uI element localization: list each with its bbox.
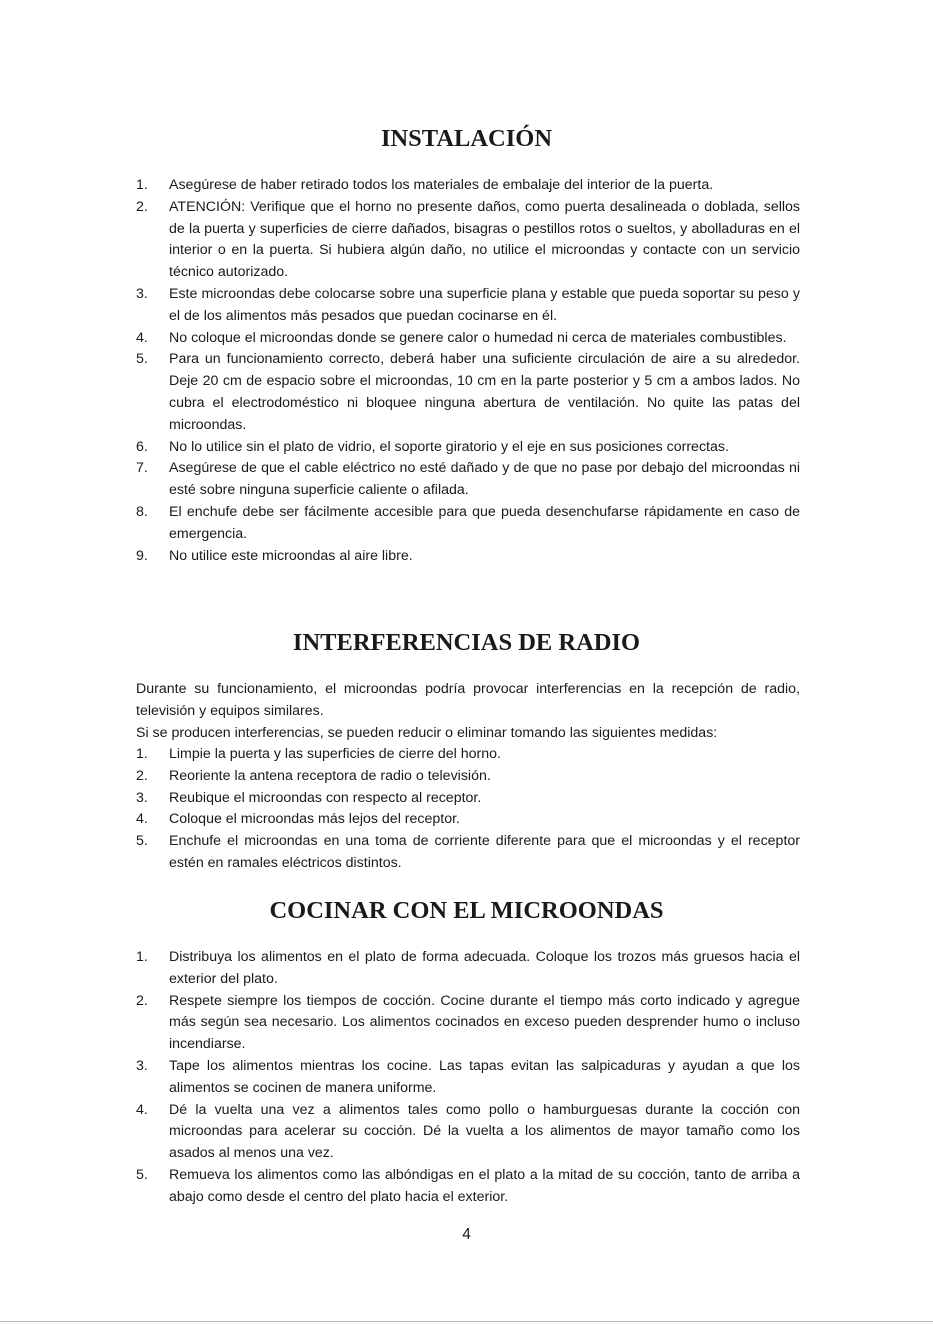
list-item-number: 8. bbox=[136, 503, 148, 520]
list-item-number: 2. bbox=[136, 198, 148, 215]
list-item-number: 4. bbox=[136, 1101, 148, 1118]
list-item bbox=[136, 502, 800, 546]
section-title-installation: INSTALACIÓN bbox=[380, 125, 553, 152]
list-item-text: Coloque el microondas más lejos del receptor. bbox=[169, 811, 460, 828]
list-item-text: No lo utilice sin el plato de vidrio, el soporte giratorio y el eje en sus posiciones correctas. bbox=[169, 438, 729, 455]
list-item-text: Limpie la puerta y las superficies de cierre del horno. bbox=[169, 746, 501, 762]
list-item-text: Reoriente la antena receptora de radio o televisión. bbox=[169, 767, 491, 784]
list-item-number: 1. bbox=[136, 949, 148, 965]
list-item-number: 3. bbox=[136, 1057, 148, 1074]
list-item-text: Este microondas debe colocarse sobre una superficie plana y estable que pueda soportar su peso y el de los alimentos más pesados que puedan cocinarse en él. bbox=[169, 285, 800, 324]
list-item bbox=[136, 328, 800, 350]
list-item-text: No coloque el microondas donde se genere calor o humedad ni cerca de materiales combustibles. bbox=[169, 329, 787, 346]
list-item-number: 4. bbox=[136, 329, 148, 346]
list-item bbox=[136, 1100, 800, 1165]
list-item-number: 5. bbox=[136, 1166, 148, 1183]
list-item-number: 2. bbox=[136, 992, 148, 1009]
list-item bbox=[136, 546, 800, 568]
list-item-number: 5. bbox=[136, 833, 148, 850]
list-item-text: Distribuya los alimentos en el plato de forma adecuada. Coloque los trozos más gruesos hacia el exterior del plato. bbox=[169, 949, 800, 987]
list-item bbox=[136, 1165, 800, 1209]
section-title-cooking: COCINAR CON EL MICROONDAS bbox=[269, 897, 664, 924]
list-item-number: 7. bbox=[136, 460, 148, 477]
list-item bbox=[136, 991, 800, 1056]
list-item bbox=[136, 788, 800, 810]
section-title-radio-interference: INTERFERENCIAS DE RADIO bbox=[292, 629, 641, 656]
list-item-text: Para un funcionamiento correcto, deberá haber una suficiente circulación de aire a su alrededor. Deje 20 cm de espacio sobre el microondas, 10 cm en la parte posterior y 5 cm a ambos lados. No cubra el electrodoméstico ni bloquee ninguna abertura de ventilación. No quite las patas del microondas. bbox=[169, 351, 800, 433]
list-item-text: ATENCIÓN: Verifique que el horno no presente daños, como puerta desalineada o doblada, sellos de la puerta y superficies de cierre dañados, bisagras o pestillos rotos o sueltos, y abolladuras en el interior o en la puerta. Si hubiera algún daño, no utilice el microondas y contacte con un servicio técnico autorizado. bbox=[169, 198, 800, 281]
radio-intro-paragraph: Durante su funcionamiento, el microondas podría provocar interferencias en la recepción de radio, televisión y equipos similares. bbox=[136, 681, 800, 719]
list-item-number: 3. bbox=[136, 285, 148, 302]
list-item-text: No utilice este microondas al aire libre. bbox=[169, 547, 413, 564]
list-item-number: 1. bbox=[136, 746, 148, 762]
list-item bbox=[136, 349, 800, 436]
list-item bbox=[136, 175, 800, 197]
cooking-list bbox=[136, 947, 800, 1209]
list-item-number: 1. bbox=[136, 177, 148, 193]
list-item bbox=[136, 1056, 800, 1100]
list-item bbox=[136, 831, 800, 875]
list-item-text: Asegúrese de haber retirado todos los materiales de embalaje del interior de la puerta. bbox=[169, 177, 714, 193]
list-item bbox=[136, 809, 800, 831]
list-item-text: Respete siempre los tiempos de cocción. Cocine durante el tiempo más corto indicado y agregue más según sea necesario. Los alimentos cocinados en exceso pueden desprender humo o incluso incendiarse. bbox=[169, 992, 800, 1053]
list-item-text: Asegúrese de que el cable eléctrico no esté dañado y de que no pase por debajo del microondas ni esté sobre ninguna superficie caliente o afilada. bbox=[169, 460, 800, 499]
radio-interference-list bbox=[136, 744, 800, 875]
list-item-number: 4. bbox=[136, 811, 148, 828]
list-item-text: Enchufe el microondas en una toma de corriente diferente para que el microondas y el receptor estén en ramales eléctricos distintos. bbox=[169, 833, 800, 871]
bottom-rule bbox=[0, 1321, 933, 1322]
list-item-text: Reubique el microondas con respecto al receptor. bbox=[169, 789, 482, 806]
list-item-text: Remueva los alimentos como las albóndigas en el plato a la mitad de su cocción, tanto de arriba a abajo como desde el centro del plato hacia el exterior. bbox=[169, 1166, 800, 1205]
list-item bbox=[136, 744, 800, 766]
list-item bbox=[136, 437, 800, 459]
list-item-number: 3. bbox=[136, 789, 148, 806]
radio-intro-paragraph-2: Si se producen interferencias, se pueden reducir o eliminar tomando las siguientes medidas: bbox=[136, 724, 718, 741]
page-number: 4 bbox=[462, 1226, 471, 1243]
list-item bbox=[136, 458, 800, 502]
list-item bbox=[136, 766, 800, 788]
list-item-number: 6. bbox=[136, 438, 148, 455]
list-item-text: Dé la vuelta una vez a alimentos tales como pollo o hamburguesas durante la cocción con microondas para acelerar su cocción. Dé la vuelta a los alimentos de mayor tamaño como los asados al menos una vez. bbox=[169, 1101, 800, 1162]
list-item-number: 9. bbox=[136, 547, 148, 564]
list-item-number: 5. bbox=[136, 351, 148, 368]
list-item-number: 2. bbox=[136, 767, 148, 784]
list-item bbox=[136, 197, 800, 284]
list-item bbox=[136, 947, 800, 991]
installation-list bbox=[136, 175, 800, 567]
list-item bbox=[136, 284, 800, 328]
list-item-text: El enchufe debe ser fácilmente accesible para que pueda desenchufarse rápidamente en caso de emergencia. bbox=[169, 503, 800, 542]
list-item-text: Tape los alimentos mientras los cocine. Las tapas evitan las salpicaduras y ayudan a que los alimentos se cocinen de manera uniforme. bbox=[169, 1057, 800, 1096]
radio-intro bbox=[136, 679, 800, 744]
